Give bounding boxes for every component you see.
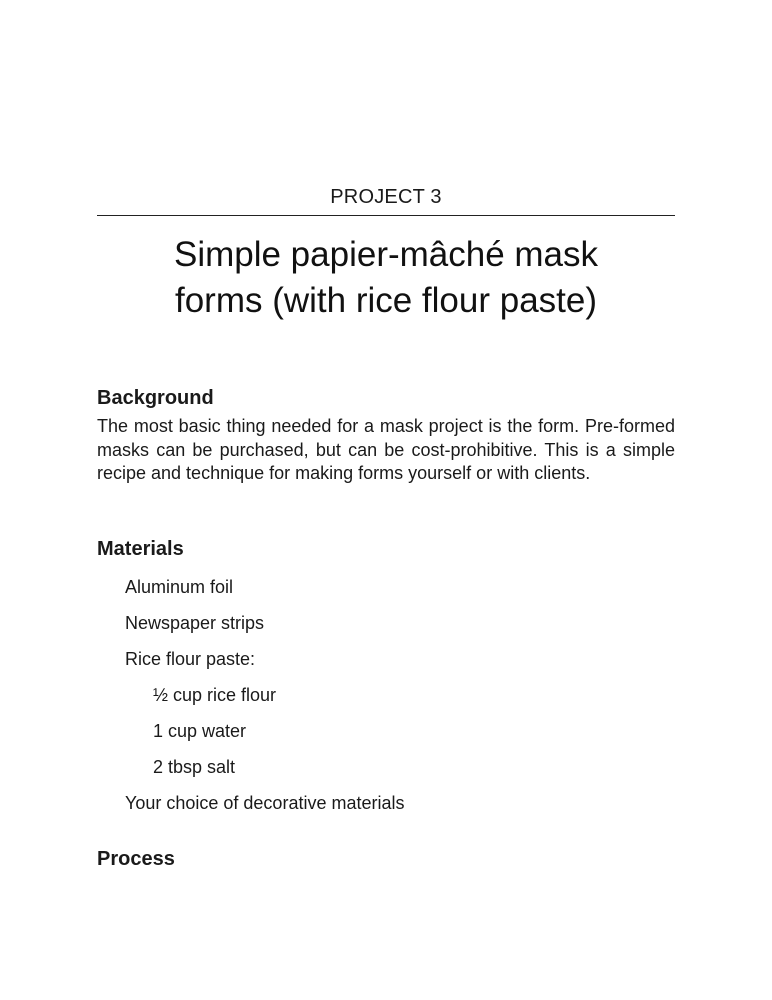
page-title xyxy=(97,232,675,324)
process-heading: Process xyxy=(97,848,175,870)
material-subitem-water: 1 cup water xyxy=(153,721,247,741)
material-item-rice-flour-paste: Rice flour paste: xyxy=(125,649,256,669)
materials-heading: Materials xyxy=(97,538,184,560)
material-item-newspaper-strips: Newspaper strips xyxy=(125,613,265,633)
title-line-2: forms (with rice flour paste) xyxy=(174,281,598,320)
background-paragraph: The most basic thing needed for a mask project is the form. Pre-formed masks can be purchased, but can be cost-prohibitive. This is a simple recipe and technique for making forms yourself or with clients. xyxy=(97,416,675,483)
material-item-aluminum-foil: Aluminum foil xyxy=(125,577,234,597)
material-subitem-rice-flour: ½ cup rice flour xyxy=(153,685,277,705)
title-line-1: Simple papier-mâché mask xyxy=(173,235,599,274)
header-rule xyxy=(97,215,675,216)
material-item-decorative-materials: Your choice of decorative materials xyxy=(125,793,405,813)
background-heading: Background xyxy=(97,387,214,409)
project-label: PROJECT 3 xyxy=(330,186,442,208)
material-subitem-salt: 2 tbsp salt xyxy=(153,757,236,777)
